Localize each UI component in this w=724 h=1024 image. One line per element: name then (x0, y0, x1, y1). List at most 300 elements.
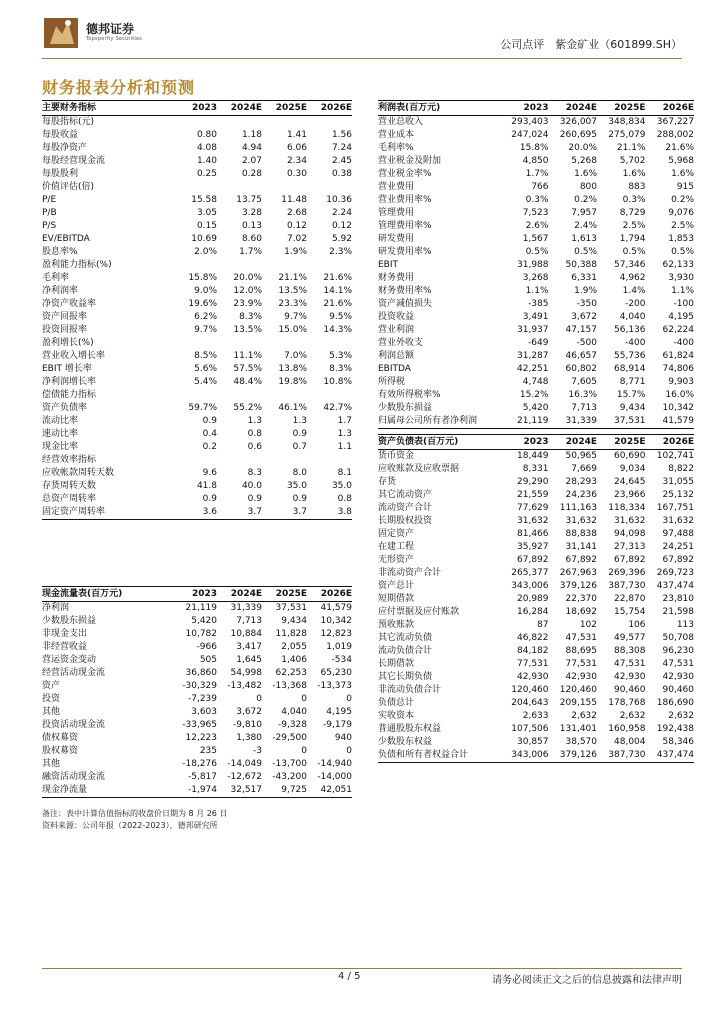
table-cell: 0.13 (241, 221, 262, 231)
row-label: 固定资产 (378, 529, 415, 539)
table-cell: 269,723 (656, 568, 694, 578)
table-cell: 0.9 (202, 494, 217, 504)
table-cell: 1.6% (622, 169, 646, 179)
table-cell: 7,713 (571, 403, 597, 413)
table-cell: 29,290 (517, 477, 549, 487)
table-cell (307, 337, 352, 350)
table-cell: 60,690 (614, 451, 646, 461)
table-cell: 2.5% (671, 221, 694, 231)
row-label: 资产 (42, 681, 61, 691)
table-cell: -7,239 (187, 694, 217, 704)
table-cell: 9,034 (619, 464, 646, 474)
table-cell: -100 (673, 299, 694, 309)
table-cell: 47,531 (662, 659, 694, 669)
table-cell: 15,754 (614, 607, 646, 617)
table-row (378, 645, 694, 658)
table-row (378, 402, 694, 415)
table-cell: 2.34 (286, 156, 307, 166)
table-cell: 343,006 (511, 750, 549, 760)
table-cell: 7,605 (571, 377, 597, 387)
table-cell: 23.9% (233, 299, 262, 309)
table-cell: 505 (199, 655, 217, 665)
table-cell: -14,940 (317, 759, 352, 769)
table-cell: 1,567 (522, 234, 549, 244)
table-cell: 60,802 (565, 364, 597, 374)
table-cell: 4,040 (281, 707, 307, 717)
table-row (378, 580, 694, 593)
table-row (378, 619, 694, 632)
table-cell: 0 (256, 694, 262, 704)
column-header: 2023 (523, 103, 549, 113)
table-cell: 1,406 (281, 655, 307, 665)
table-cell: 5.92 (331, 234, 352, 244)
table-row (378, 116, 694, 129)
row-label: P/S (42, 221, 57, 231)
row-label: 少数股东权益 (378, 737, 433, 747)
table-cell: 21.6% (323, 299, 352, 309)
table-cell (172, 116, 217, 129)
table-cell: -9,179 (322, 720, 352, 730)
table-row (42, 441, 352, 454)
table-cell: -14,000 (317, 772, 352, 782)
row-label: 营业费用率% (378, 195, 432, 205)
table-row (42, 732, 352, 745)
table-cell: 42,930 (565, 672, 597, 682)
table-row (378, 502, 694, 515)
row-label: 其他 (42, 759, 61, 769)
table-cell: 9,434 (619, 403, 646, 413)
table-cell: 0 (346, 746, 352, 756)
table-cell: 49,577 (614, 633, 646, 643)
table-cell: 1,794 (619, 234, 646, 244)
table-row (42, 771, 352, 784)
table-cell: 3.8 (337, 507, 352, 517)
table-cell (262, 181, 307, 194)
row-label: 盈利增长(%) (42, 338, 94, 348)
table-cell: 50,965 (565, 451, 597, 461)
table-cell: 87 (537, 620, 549, 630)
table-cell: 12,823 (320, 629, 352, 639)
table-cell: 0.30 (286, 169, 307, 179)
table-cell: 8.3% (239, 312, 262, 322)
table-cell: 35.0 (286, 481, 307, 491)
table-row (378, 567, 694, 580)
table-cell: 14.1% (323, 286, 352, 296)
table-row (378, 697, 694, 710)
table-row (378, 528, 694, 541)
row-label: 应收账款及应收票据 (378, 464, 460, 474)
table-cell: 0.28 (241, 169, 262, 179)
table-cell: 2.5% (622, 221, 646, 231)
table-cell: 2,632 (571, 711, 597, 721)
header-divider (42, 58, 682, 59)
table-cell: 106 (628, 620, 646, 630)
table-cell (217, 389, 262, 402)
table-cell: 31,287 (517, 351, 549, 361)
table-cell: 9.7% (284, 312, 307, 322)
page-number: 4 / 5 (338, 971, 361, 982)
table-cell: 1.1% (525, 286, 549, 296)
table-cell: 31,339 (230, 603, 262, 613)
table-cell: 37,531 (275, 603, 307, 613)
logo-icon (42, 14, 82, 50)
table-cell: 1,853 (668, 234, 694, 244)
table-row (378, 606, 694, 619)
table-cell: 56,136 (614, 325, 646, 335)
row-label: 流动负债合计 (378, 646, 433, 656)
table-cell: 12,223 (185, 733, 217, 743)
row-label: EBIT 增长率 (42, 364, 92, 374)
table-cell: -1,974 (187, 785, 217, 795)
table-cell: 25,132 (662, 490, 694, 500)
table-cell: 800 (579, 182, 597, 192)
table-cell: 5.6% (194, 364, 217, 374)
table-cell: 343,006 (511, 581, 549, 591)
row-label: 净利润增长率 (42, 377, 97, 387)
column-header: 2026E (320, 103, 352, 113)
table-cell: 0 (346, 694, 352, 704)
table-cell: 90,460 (662, 685, 694, 695)
row-label: 归属母公司所有者净利润 (378, 416, 478, 426)
table-cell: 23,810 (662, 594, 694, 604)
table-cell: 260,695 (559, 130, 597, 140)
table-cell: 235 (199, 746, 217, 756)
table-cell: 30,857 (517, 737, 549, 747)
table-cell: 7,523 (522, 208, 549, 218)
row-label: 非流动资产合计 (378, 568, 442, 578)
table-cell: 8.5% (194, 351, 217, 361)
row-label: 长期股权投资 (378, 516, 433, 526)
row-label: 股权募资 (42, 746, 79, 756)
table-cell: 16.3% (568, 390, 597, 400)
table-cell: 42,051 (320, 785, 352, 795)
table-cell: 46,822 (517, 633, 549, 643)
table-cell: 186,690 (656, 698, 694, 708)
row-label: 每股股利 (42, 169, 79, 179)
row-label: 营业税金率% (378, 169, 432, 179)
table-row (378, 554, 694, 567)
table-title: 主要财务指标 (42, 103, 97, 113)
column-header: 2025E (275, 589, 307, 599)
table-cell: 3,672 (571, 312, 597, 322)
table-cell: 90,460 (614, 685, 646, 695)
table-cell: 21.1% (616, 143, 646, 153)
table-cell: 0.8 (337, 494, 352, 504)
table-cell: 102,741 (656, 451, 694, 461)
section-title: 财务报表分析和预测 (42, 78, 196, 97)
table-cell: 2.45 (331, 156, 352, 166)
row-label: 总资产周转率 (42, 494, 97, 504)
table-cell: -3 (253, 746, 262, 756)
table-cell: 883 (628, 182, 646, 192)
table-cell: -30,329 (182, 681, 217, 691)
table-row (378, 311, 694, 324)
table-row (42, 706, 352, 719)
table-cell: 167,751 (656, 503, 694, 513)
table-row (42, 467, 352, 480)
table-cell: 915 (676, 182, 694, 192)
table-cell (262, 454, 307, 467)
table-cell: 10,884 (230, 629, 262, 639)
table-cell (217, 181, 262, 194)
row-label: 研发费用 (378, 234, 415, 244)
table-cell: -14,049 (227, 759, 262, 769)
table-row (378, 363, 694, 376)
table-cell: -13,373 (317, 681, 352, 691)
table-cell: 9.0% (194, 286, 217, 296)
table-cell: 3.28 (241, 208, 262, 218)
column-header: 2024E (565, 437, 597, 447)
table-cell: 31,632 (565, 516, 597, 526)
table-cell: 62,253 (275, 668, 307, 678)
table-cell: 42.7% (323, 403, 352, 413)
table-cell: 367,227 (656, 117, 694, 127)
table-cell: 5.3% (329, 351, 352, 361)
table-cell: 11.1% (233, 351, 262, 361)
table-cell: 32,517 (230, 785, 262, 795)
row-label: 少数股东损益 (42, 616, 97, 626)
table-title: 利润表(百万元) (378, 103, 441, 113)
note-line: 备注：表中计算估值指标的收盘价日期为 8 月 26 日 (42, 809, 228, 818)
column-header: 2023 (191, 589, 217, 599)
table-cell: 50,388 (565, 260, 597, 270)
table-row (42, 259, 352, 272)
table-cell (217, 454, 262, 467)
table-cell: 0.8 (247, 429, 262, 439)
table-cell: -12,672 (227, 772, 262, 782)
table-cell: 7.24 (331, 143, 352, 153)
row-label: 股息率% (42, 247, 78, 257)
table-row (42, 168, 352, 181)
table-cell: 387,730 (608, 581, 646, 591)
table-row (378, 129, 694, 142)
table-row (378, 168, 694, 181)
table-row (378, 389, 694, 402)
table-row (378, 489, 694, 502)
table-cell: 58,346 (662, 737, 694, 747)
table-row (378, 246, 694, 259)
row-label: 利润总额 (378, 351, 415, 361)
table-cell: 9,434 (281, 616, 307, 626)
table-cell: 0.7 (292, 442, 307, 452)
table-cell: 88,308 (614, 646, 646, 656)
table-cell: 2,632 (668, 711, 694, 721)
table-cell: 7,957 (571, 208, 597, 218)
row-label: 盈利能力指标(%) (42, 260, 112, 270)
table-row (42, 233, 352, 246)
table-cell: 94,098 (614, 529, 646, 539)
table-cell: 88,838 (565, 529, 597, 539)
table-cell: 77,531 (517, 659, 549, 669)
table-cell: 20,989 (517, 594, 549, 604)
table-row (42, 615, 352, 628)
table-cell (307, 181, 352, 194)
row-label: 每股收益 (42, 130, 79, 140)
table-cell: -966 (196, 642, 217, 652)
table-cell: 12.0% (233, 286, 262, 296)
row-label: 营业费用 (378, 182, 415, 192)
table-row (42, 628, 352, 641)
column-header: 2024E (230, 589, 262, 599)
table-row (378, 259, 694, 272)
table-cell: 84,182 (517, 646, 549, 656)
row-label: 每股净资产 (42, 143, 88, 153)
table-row (378, 593, 694, 606)
table-cell: 21,119 (517, 416, 549, 426)
table-cell: 102 (579, 620, 597, 630)
table-cell: 10.69 (191, 234, 217, 244)
table-cell: 16,284 (517, 607, 549, 617)
table-cell: 7.02 (286, 234, 307, 244)
row-label: 资产减值损失 (378, 299, 433, 309)
table-cell: 8.3 (247, 468, 262, 478)
document-title: 公司点评 紫金矿业（601899.SH） (500, 38, 682, 51)
table-cell: 0.5% (574, 247, 597, 257)
row-label: 经营活动现金流 (42, 668, 106, 678)
table-row (42, 337, 352, 350)
row-label: 资产回报率 (42, 312, 88, 322)
table-cell: 5,420 (191, 616, 217, 626)
table-row (42, 602, 352, 615)
table-cell: 54,998 (230, 668, 262, 678)
row-label: 财务费用率% (378, 286, 432, 296)
table-cell: 31,141 (565, 542, 597, 552)
table-row (42, 389, 352, 402)
table-cell: 62,133 (662, 260, 694, 270)
table-cell: 766 (531, 182, 549, 192)
table-cell: 67,892 (517, 555, 549, 565)
table-cell: 21.6% (665, 143, 694, 153)
column-header: 2024E (565, 103, 597, 113)
table-row (42, 506, 352, 520)
table-cell: 59.7% (188, 403, 217, 413)
table-cell: 4,962 (619, 273, 646, 283)
table-row (42, 758, 352, 771)
table-cell: 1.4% (622, 286, 646, 296)
row-label: 长期借款 (378, 659, 415, 669)
table-cell: 1.41 (286, 130, 307, 140)
column-header: 2023 (191, 103, 217, 113)
table-row (378, 324, 694, 337)
table-cell: 3.7 (247, 507, 262, 517)
row-label: 资产总计 (378, 581, 415, 591)
row-label: 其它流动负债 (378, 633, 433, 643)
table-cell (307, 116, 352, 129)
table-cell: 1.9% (284, 247, 307, 257)
table-cell: 275,079 (608, 130, 646, 140)
table-cell: -9,328 (277, 720, 307, 730)
table-cell: 97,488 (662, 529, 694, 539)
table-cell: 437,474 (656, 581, 694, 591)
table-cell: 379,126 (559, 581, 597, 591)
table-cell: 348,834 (608, 117, 646, 127)
table-cell: 48,004 (614, 737, 646, 747)
table-cell: 267,963 (559, 568, 597, 578)
table-cell: 62,224 (662, 325, 694, 335)
table-cell: 22,870 (614, 594, 646, 604)
table-cell: 111,163 (559, 503, 597, 513)
row-label: 投资回报率 (42, 325, 88, 335)
table-cell: 8,331 (522, 464, 549, 474)
table-cell: 42,930 (662, 672, 694, 682)
table-cell: 15.2% (519, 390, 549, 400)
table-cell: 379,126 (559, 750, 597, 760)
table-cell: 38,570 (565, 737, 597, 747)
table-row (42, 719, 352, 732)
row-label: 债权募资 (42, 733, 79, 743)
table-cell: 24,645 (614, 477, 646, 487)
table-row (42, 376, 352, 389)
table-cell: 37,531 (614, 416, 646, 426)
table-cell: 8.3% (329, 364, 352, 374)
table-cell: 65,230 (320, 668, 352, 678)
table-header-row (378, 434, 694, 450)
row-label: 所得税 (378, 377, 406, 387)
table-cell: 0.9 (247, 494, 262, 504)
table-row (378, 415, 694, 429)
table-cell: 13.5% (278, 286, 307, 296)
balance-sheet-table (378, 434, 694, 763)
table-cell: 77,629 (517, 503, 549, 513)
row-label: 非经营收益 (42, 642, 88, 652)
table-cell: 13.75 (236, 195, 262, 205)
row-label: 现金比率 (42, 442, 79, 452)
table-cell: 1,380 (236, 733, 262, 743)
table-cell: 8.60 (241, 234, 262, 244)
table-cell: -5,817 (187, 772, 217, 782)
table-cell: 35,927 (517, 542, 549, 552)
table-row (42, 194, 352, 207)
table-cell: 81,466 (517, 529, 549, 539)
table-cell: 68,914 (614, 364, 646, 374)
table-cell: 88,695 (565, 646, 597, 656)
table-cell: 21.1% (278, 273, 307, 283)
column-header: 2025E (614, 437, 646, 447)
table-cell: 437,474 (656, 750, 694, 760)
column-header: 2025E (275, 103, 307, 113)
table-cell: 31,632 (662, 516, 694, 526)
table-cell: 21,598 (662, 607, 694, 617)
table-cell: 2.6% (525, 221, 549, 231)
table-row (42, 680, 352, 693)
legal-disclaimer: 请务必阅读正文之后的信息披露和法律声明 (492, 975, 682, 986)
table-cell: 42,251 (517, 364, 549, 374)
row-label: 短期借款 (378, 594, 415, 604)
table-cell: 9,725 (281, 785, 307, 795)
table-cell: -200 (625, 299, 646, 309)
table-row (42, 363, 352, 376)
table-cell: 67,892 (565, 555, 597, 565)
table-row (378, 710, 694, 723)
row-label: 负债和所有者权益合计 (378, 750, 469, 760)
row-label: 投资收益 (378, 312, 415, 322)
table-header-row (378, 100, 694, 116)
table-cell: -400 (625, 338, 646, 348)
table-cell: 18,692 (565, 607, 597, 617)
table-cell: 57.5% (233, 364, 262, 374)
row-label: 投资活动现金流 (42, 720, 106, 730)
table-cell: 2.68 (286, 208, 307, 218)
table-cell: 3,491 (522, 312, 549, 322)
table-cell: 0.9 (202, 416, 217, 426)
table-row (42, 142, 352, 155)
table-cell: 326,007 (559, 117, 597, 127)
table-cell: 61,824 (662, 351, 694, 361)
table-cell: 1.7 (337, 416, 352, 426)
row-label: 其它长期负债 (378, 672, 433, 682)
table-cell (262, 259, 307, 272)
table-cell: 131,401 (559, 724, 597, 734)
